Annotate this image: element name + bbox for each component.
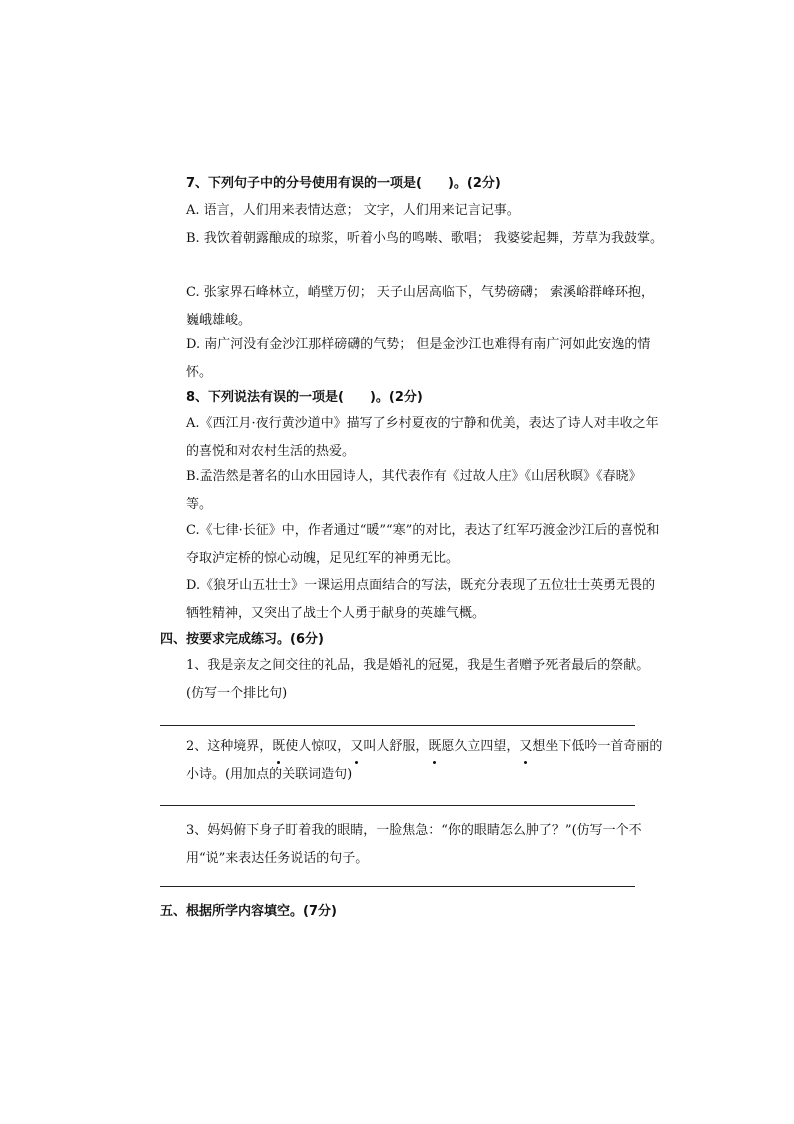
q7-option-d: D. 南广河没有金沙江那样磅礴的气势； 但是金沙江也难得有南广河如此安逸的情怀。 (186, 337, 651, 380)
answer-line-1 (160, 725, 635, 726)
q8-option-a: A.《西江月·夜行黄沙道中》描写了乡村夏夜的宁静和优美，表达了诗人对丰收之年的喜悦和对农村生活的热爱。 (186, 416, 659, 459)
answer-line-3 (160, 886, 635, 887)
item2-text-3: 叫人舒服， (363, 739, 429, 754)
section4-item2 (160, 733, 666, 789)
q8-title: 8、下列说法有误的一项是( )。(2分) (186, 390, 423, 405)
q7-option-a: A. 语言，人们用来表情达意； 文字，人们用来记言记事。 (186, 203, 520, 218)
q8-option-d: D.《狼牙山五壮士》一课运用点面结合的写法，既充分表现了五位壮士英勇无畏的牺牲精神，又突出了战士个人勇于献身的英雄气概。 (186, 578, 656, 621)
section4-item1: 1、我是亲友之间交往的礼品，我是婚礼的冠冕，我是生者赠予死者最后的祭献。(仿写一个排比句) (186, 658, 650, 701)
item2-text-4: 愿久立四望， (441, 739, 520, 754)
item2-text-5: 想坐下低吟一首奇丽的小诗。(用加点的关联词造句) (186, 739, 663, 782)
section4-item3: 3、妈妈俯下身子盯着我的眼睛，一脸焦急：“你的眼睛怎么肿了？”(仿写一个不用“说”来表达任务说话的句子。 (186, 823, 642, 866)
q7-title: 7、下列句子中的分号使用有误的一项是( )。(2分) (186, 176, 501, 191)
dotted-conjunction: 既 (428, 733, 441, 761)
q7-option-b: B. 我饮着朝露酿成的琼浆，听着小鸟的鸣啭、歌唱； 我婆娑起舞，芳草为我鼓掌。 (186, 231, 663, 246)
answer-line-2 (160, 805, 635, 806)
item2-text-2: 使人惊叹， (285, 739, 351, 754)
dotted-conjunction: 既 (272, 733, 285, 761)
section5-title: 五、根据所学内容填空。(7分) (160, 904, 337, 919)
q7-option-c: C. 张家界石峰林立，峭壁万仞； 天子山居高临下，气势磅礴； 索溪峪群峰环抱，巍峨雄峻。 (186, 285, 655, 328)
section4-title: 四、按要求完成练习。(6分) (160, 632, 324, 647)
q8-option-c: C.《七律·长征》中，作者通过“暖”“寒”的对比，表达了红军巧渡金沙江后的喜悦和夺取泸定桥的惊心动魄，足见红军的神勇无比。 (186, 523, 660, 566)
q8-option-b: B.孟浩然是著名的山水田园诗人，其代表作有《过故人庄》《山居秋暝》《春晓》等。 (186, 469, 642, 512)
dotted-conjunction: 又 (519, 733, 532, 761)
item2-text-1: 2、这种境界， (186, 739, 273, 754)
dotted-conjunction: 又 (350, 733, 363, 761)
